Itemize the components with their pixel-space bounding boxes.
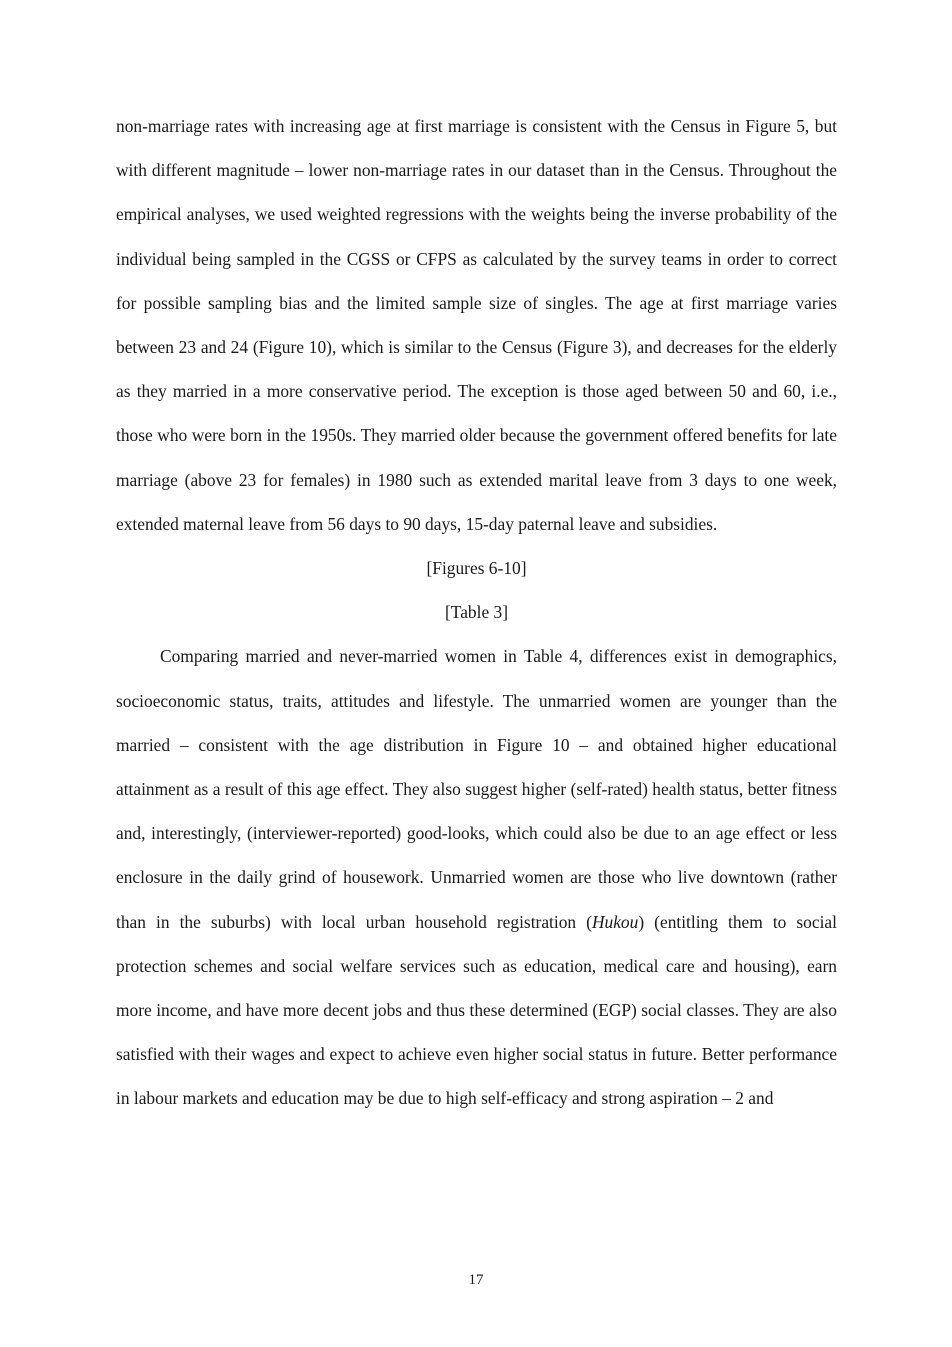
hukou-term: Hukou	[591, 911, 639, 932]
paragraph-2-text-start: Comparing married and never-married women in Table 4, differences exist in demographics, socioeconomic status, traits, attitudes and lifestyle. The unmarried women are younger than the married – consistent with the age distribution in Figure 10 – and obtained higher educational attainment as a result of this age effect. They also suggest higher (self-rated) health status, better fitness and, interestingly, (interviewer-reported) good-looks, which could also be due to an age effect or less enclosure in the daily grind of housework. Unmarried women are those who live downtown (rather than in the suburbs) with local urban household registration (	[116, 646, 837, 932]
body-paragraph-1: non-marriage rates with increasing age at first marriage is consistent with the Census in Figure 5, but with different magnitude – lower non-marriage rates in our dataset than in the Census. Throughout the empirical analyses, we used weighted regressions with the weights being the inverse probability of the individual being sampled in the CGSS or CFPS as calculated by the survey teams in order to correct for possible sampling bias and the limited sample size of singles. The age at first marriage varies between 23 and 24 (Figure 10), which is similar to the Census (Figure 3), and decreases for the elderly as they married in a more conservative period. The exception is those aged between 50 and 60, i.e., those who were born in the 1950s. They married older because the government offered benefits for late marriage (above 23 for females) in 1980 such as extended marital leave from 3 days to one week, extended maternal leave from 56 days to 90 days, 15-day paternal leave and subsidies.	[116, 116, 837, 534]
table-placeholder: [Table 3]	[445, 602, 508, 623]
figures-placeholder: [Figures 6-10]	[426, 558, 527, 579]
body-paragraph-2	[116, 634, 837, 1120]
paragraph-2-text-end: ) (entitling them to social protection schemes and social welfare services such as education, medical care and housing), earn more income, and have more decent jobs and thus these determined (EGP) social classes. They are also satisfied with their wages and expect to achieve even higher social status in future. Better performance in labour markets and education may be due to high self-efficacy and strong aspiration – 2 and	[116, 911, 837, 1109]
page-body	[116, 104, 837, 1121]
page-number: 17	[468, 1272, 484, 1288]
